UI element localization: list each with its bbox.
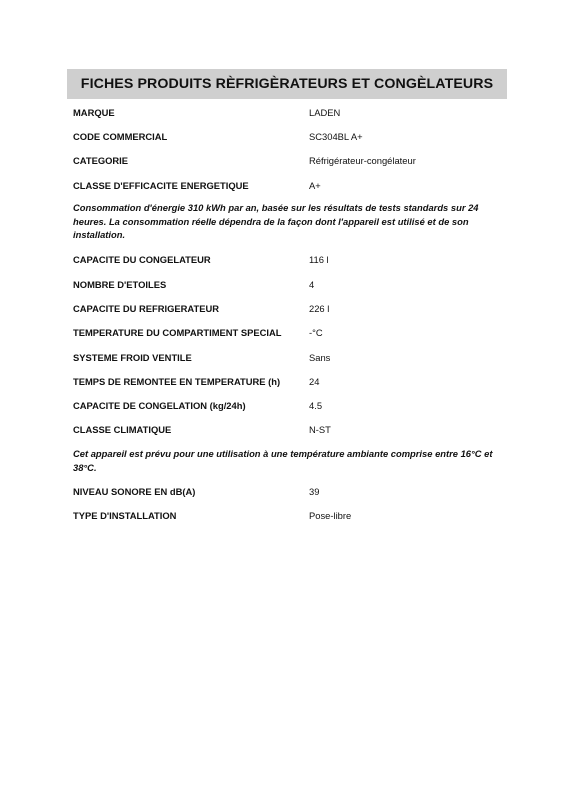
energy-consumption-note: Consommation d'énergie 310 kWh par an, basée sur les résultats de tests standards sur 24 heures. La consommation réelle dépendra de la façon dont l'appareil est utilisé et de son installation. bbox=[73, 202, 479, 241]
sheet-title bbox=[67, 69, 507, 99]
spec-table bbox=[67, 100, 507, 528]
spec-row-freezing-capacity bbox=[73, 393, 507, 417]
spec-value: 4.5 bbox=[309, 400, 323, 412]
spec-label: MARQUE bbox=[73, 106, 115, 118]
spec-label: TEMPS DE REMONTEE EN TEMPERATURE (h) bbox=[73, 375, 281, 387]
spec-row-commercial-code bbox=[73, 124, 507, 148]
spec-label: CAPACITE DU REFRIGERATEUR bbox=[73, 302, 220, 314]
spec-row-climate-class bbox=[73, 418, 507, 442]
sheet-title-text: FICHES PRODUITS RÈFRIGÈRATEURS ET CONGÈLATEURS bbox=[80, 76, 494, 92]
spec-row-ventilated-cooling bbox=[73, 345, 507, 369]
product-sheet bbox=[67, 69, 507, 528]
spec-row-freezer-capacity bbox=[73, 248, 507, 272]
spec-row-special-compartment-temp bbox=[73, 321, 507, 345]
spec-value: A+ bbox=[309, 179, 321, 191]
spec-label: NIVEAU SONORE EN dB(A) bbox=[73, 485, 196, 497]
spec-label: TEMPERATURE DU COMPARTIMENT SPECIAL bbox=[73, 327, 282, 339]
spec-value: -°C bbox=[309, 327, 323, 339]
spec-value: Réfrigérateur-congélateur bbox=[309, 155, 416, 167]
spec-label: TYPE D'INSTALLATION bbox=[73, 510, 177, 521]
spec-label: CLASSE D'EFFICACITE ENERGETIQUE bbox=[73, 179, 249, 191]
spec-value: 39 bbox=[309, 485, 320, 497]
spec-row-noise-level bbox=[73, 479, 507, 503]
spec-row-category bbox=[73, 149, 507, 173]
spec-value: Sans bbox=[309, 351, 331, 363]
spec-value: Pose-libre bbox=[309, 510, 352, 521]
spec-label: NOMBRE D'ETOILES bbox=[73, 278, 167, 290]
spec-value: 116 l bbox=[309, 254, 329, 266]
spec-label: CATEGORIE bbox=[73, 155, 129, 167]
spec-row-brand bbox=[73, 100, 507, 124]
spec-row-energy-class bbox=[73, 173, 507, 197]
spec-row-star-count bbox=[73, 272, 507, 296]
spec-value: 24 bbox=[309, 375, 320, 387]
spec-value: SC304BL A+ bbox=[309, 130, 363, 142]
spec-value: N-ST bbox=[309, 424, 331, 436]
spec-label: SYSTEME FROID VENTILE bbox=[73, 351, 192, 363]
spec-value: 226 l bbox=[309, 302, 330, 314]
spec-label: CLASSE CLIMATIQUE bbox=[73, 424, 172, 436]
ambient-temperature-note: Cet appareil est prévu pour une utilisation à une température ambiante comprise entre 16°C et 38°C. bbox=[73, 448, 493, 473]
spec-row-installation-type bbox=[73, 503, 507, 527]
spec-row-fridge-capacity bbox=[73, 296, 507, 320]
spec-label: CAPACITE DU CONGELATEUR bbox=[73, 254, 211, 266]
spec-value: 4 bbox=[309, 278, 315, 290]
spec-value: LADEN bbox=[309, 106, 341, 118]
spec-label: CAPACITE DE CONGELATION (kg/24h) bbox=[73, 400, 246, 412]
spec-label: CODE COMMERCIAL bbox=[73, 130, 168, 142]
spec-row-temperature-rise-time bbox=[73, 369, 507, 393]
